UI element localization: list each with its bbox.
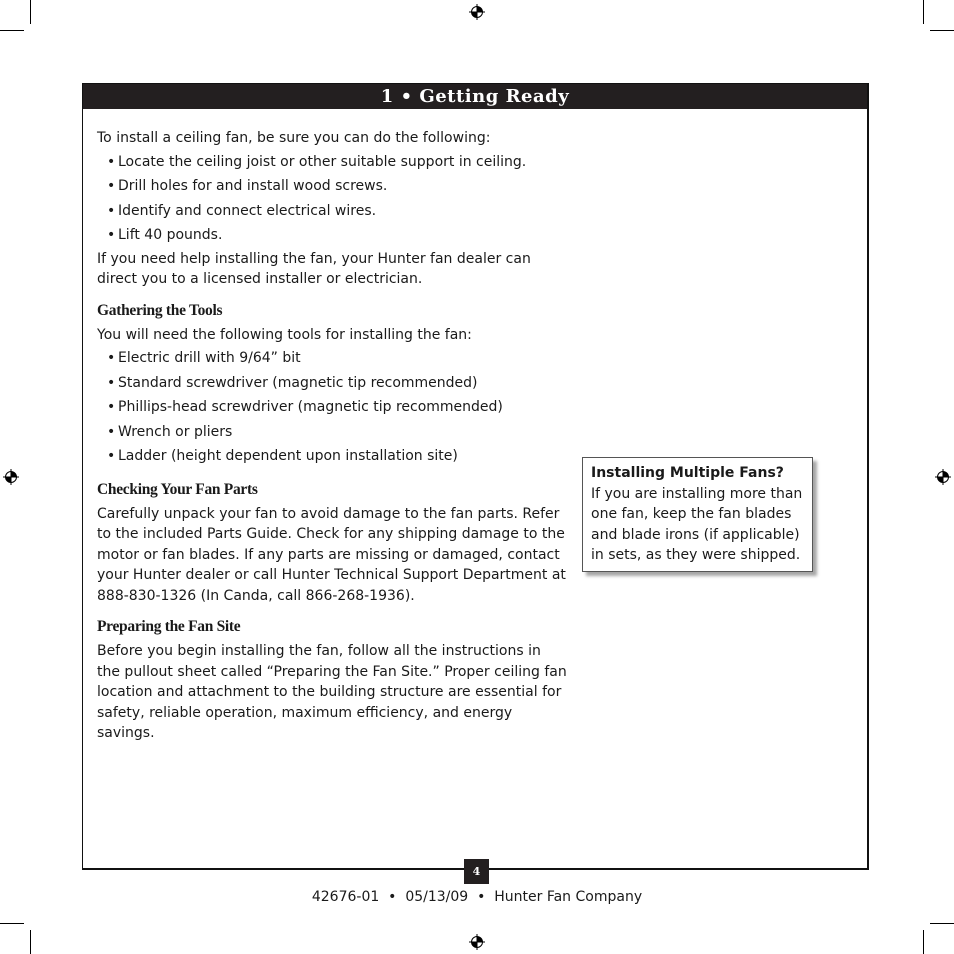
crop-mark-icon: [0, 923, 24, 924]
requirements-list: [97, 150, 567, 248]
page-frame: [82, 83, 869, 878]
section-heading-tools: Gathering the Tools: [97, 301, 223, 319]
list-item: • Locate the ceiling joist or other suitable support in ceiling.: [97, 150, 567, 175]
list-item: • Electric drill with 9/64” bit: [97, 346, 567, 371]
page-title: 1 • Getting Ready: [83, 84, 867, 109]
crop-mark-icon: [0, 30, 24, 31]
callout-box: [582, 457, 813, 572]
crop-mark-icon: [930, 923, 954, 924]
crop-mark-icon: [30, 930, 31, 954]
list-item: • Drill holes for and install wood screws.: [97, 174, 567, 199]
crop-mark-icon: [930, 30, 954, 31]
help-text: If you need help installing the fan, your Hunter fan dealer can direct you to a licensed installer or electrician.: [97, 250, 531, 287]
section-heading-site: Preparing the Fan Site: [97, 618, 241, 635]
crop-mark-icon: [923, 0, 924, 24]
tools-list: [97, 346, 567, 469]
list-item: • Identify and connect electrical wires.: [97, 199, 567, 224]
footer: [0, 887, 954, 907]
crop-mark-icon: [30, 0, 31, 24]
list-item: • Lift 40 pounds.: [97, 223, 567, 248]
tools-lead: You will need the following tools for installing the fan:: [97, 326, 472, 343]
list-item: • Ladder (height dependent upon installation site): [97, 444, 567, 469]
registration-mark-icon: [3, 469, 19, 485]
footer-text: 42676-01 • 05/13/09 • Hunter Fan Company: [311, 889, 643, 905]
registration-mark-icon: [469, 4, 485, 20]
parts-body: Carefully unpack your fan to avoid damage to the fan parts. Refer to the included Parts Guide. Check for any shipping damage to the motor or fan blades. If any parts are missing or damaged, contact your Hunter dealer or call Hunter Technical Support Department at 888-830-1326 (In Canda, call 866-268-1936).: [97, 505, 566, 604]
list-item: • Phillips-head screwdriver (magnetic tip recommended): [97, 395, 567, 420]
main-content: [97, 128, 567, 744]
list-item: • Wrench or pliers: [97, 420, 567, 445]
registration-mark-icon: [935, 469, 951, 485]
callout-title: Installing Multiple Fans?: [591, 465, 784, 481]
intro-lead: To install a ceiling fan, be sure you can do the following:: [97, 130, 491, 146]
site-body: Before you begin installing the fan, follow all the instructions in the pullout sheet called “Preparing the Fan Site.” Proper ceiling fan location and attachment to the building structure are essential for safety, reliable operation, maximum efficiency, and energy savings.: [97, 643, 567, 741]
registration-mark-icon: [469, 934, 485, 950]
callout-body: If you are installing more than one fan, keep the fan blades and blade irons (if applicable) in sets, as they were shipped.: [591, 485, 803, 563]
page-number: 4: [464, 859, 489, 884]
crop-mark-icon: [923, 930, 924, 954]
section-heading-parts: Checking Your Fan Parts: [97, 480, 258, 498]
list-item: • Standard screwdriver (magnetic tip recommended): [97, 371, 567, 396]
